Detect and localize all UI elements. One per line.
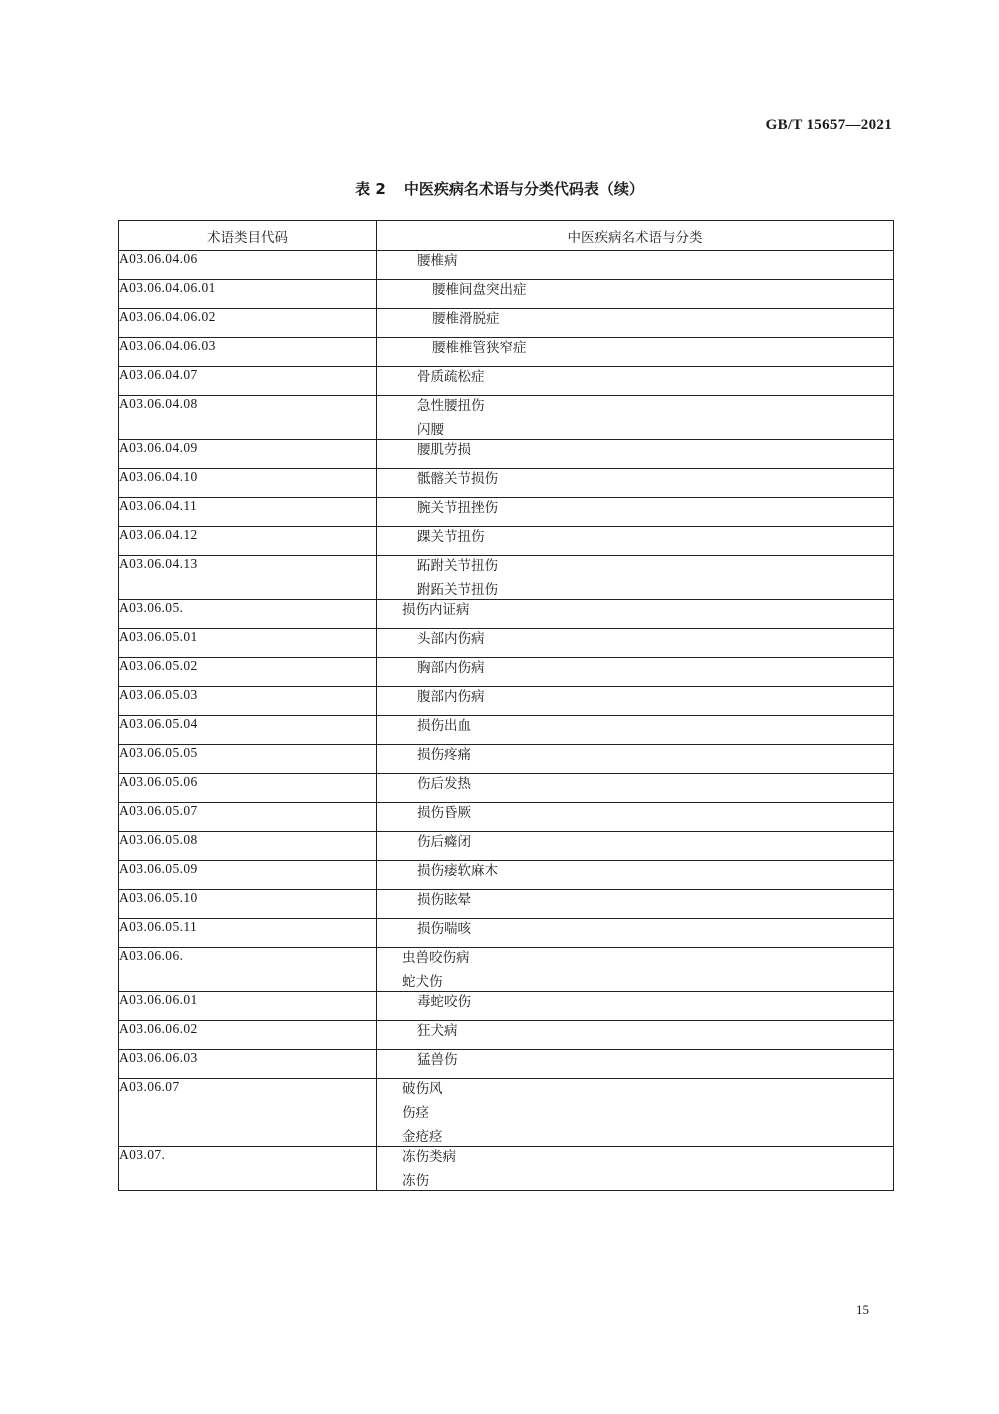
disease-term-cell	[377, 687, 894, 716]
disease-term-cell	[377, 658, 894, 687]
disease-term-cell	[377, 556, 894, 600]
table-row	[119, 861, 894, 890]
disease-term-cell	[377, 745, 894, 774]
disease-term-cell	[377, 367, 894, 396]
table-row	[119, 948, 894, 992]
disease-term: 跗跖关节扭伤	[417, 582, 498, 598]
table-body	[119, 251, 894, 1191]
disease-term-cell	[377, 527, 894, 556]
disease-term-cell	[377, 716, 894, 745]
disease-term: 腹部内伤病	[417, 689, 485, 705]
disease-term: 狂犬病	[417, 1023, 458, 1039]
category-code-cell: A03.06.06.	[119, 948, 377, 992]
disease-term: 腰椎间盘突出症	[432, 282, 527, 298]
category-code-cell: A03.06.04.09	[119, 440, 377, 469]
disease-term-cell	[377, 832, 894, 861]
disease-term-cell	[377, 469, 894, 498]
disease-term: 跖跗关节扭伤	[417, 558, 498, 574]
disease-term: 腰椎病	[417, 253, 458, 269]
category-code-cell: A03.06.04.06.03	[119, 338, 377, 367]
table-row	[119, 440, 894, 469]
disease-term-cell	[377, 309, 894, 338]
disease-term: 损伤疼痛	[417, 747, 471, 763]
category-code-cell: A03.06.05.	[119, 600, 377, 629]
table-row	[119, 469, 894, 498]
category-code-cell: A03.06.05.06	[119, 774, 377, 803]
table-row	[119, 774, 894, 803]
table-row	[119, 498, 894, 527]
category-code-cell: A03.06.06.03	[119, 1050, 377, 1079]
disease-term: 伤后癃闭	[417, 834, 471, 850]
category-code-cell: A03.07.	[119, 1147, 377, 1191]
disease-term: 金疮痉	[402, 1129, 443, 1145]
table-title	[0, 178, 999, 199]
category-code-cell: A03.06.05.09	[119, 861, 377, 890]
disease-term: 损伤痿软麻木	[417, 863, 498, 879]
disease-term-cell	[377, 803, 894, 832]
disease-term: 损伤昏厥	[417, 805, 471, 821]
table-row	[119, 832, 894, 861]
disease-term-cell	[377, 890, 894, 919]
page-number: 15	[856, 1302, 869, 1317]
category-code-cell: A03.06.04.06	[119, 251, 377, 280]
disease-term: 急性腰扭伤	[417, 398, 485, 414]
disease-term: 虫兽咬伤病	[402, 950, 470, 966]
table-row	[119, 280, 894, 309]
disease-term: 猛兽伤	[417, 1052, 458, 1068]
disease-term: 冻伤	[402, 1173, 429, 1189]
disease-term: 损伤内证病	[402, 602, 470, 618]
table-row	[119, 1147, 894, 1191]
category-code-cell: A03.06.04.12	[119, 527, 377, 556]
disease-term-cell	[377, 498, 894, 527]
disease-term-cell	[377, 338, 894, 367]
disease-term: 腰椎滑脱症	[432, 311, 500, 327]
category-code-cell: A03.06.04.10	[119, 469, 377, 498]
disease-term-cell	[377, 1050, 894, 1079]
disease-term-cell	[377, 919, 894, 948]
document-code: GB/T 15657—2021	[765, 117, 892, 133]
category-code-cell: A03.06.05.07	[119, 803, 377, 832]
table-row	[119, 556, 894, 600]
category-code-cell: A03.06.05.03	[119, 687, 377, 716]
table-row	[119, 251, 894, 280]
table-row	[119, 629, 894, 658]
disease-term-cell	[377, 1021, 894, 1050]
table-row	[119, 890, 894, 919]
disease-term-cell	[377, 948, 894, 992]
disease-term-cell	[377, 251, 894, 280]
disease-term: 踝关节扭伤	[417, 529, 485, 545]
disease-term: 破伤风	[402, 1081, 443, 1097]
table-number: 表 2	[355, 180, 386, 198]
disease-term-cell	[377, 629, 894, 658]
category-code-cell: A03.06.05.11	[119, 919, 377, 948]
category-code-cell: A03.06.04.11	[119, 498, 377, 527]
column-header-term: 中医疾病名术语与分类	[377, 221, 894, 251]
disease-term: 腕关节扭挫伤	[417, 500, 498, 516]
disease-term-cell	[377, 992, 894, 1021]
category-code-cell: A03.06.05.01	[119, 629, 377, 658]
category-code-cell: A03.06.04.06.02	[119, 309, 377, 338]
disease-term-cell	[377, 440, 894, 469]
disease-term: 伤痉	[402, 1105, 429, 1121]
category-code-cell: A03.06.05.08	[119, 832, 377, 861]
disease-term-cell	[377, 1147, 894, 1191]
table-row	[119, 992, 894, 1021]
disease-term: 毒蛇咬伤	[417, 994, 471, 1010]
category-code-cell: A03.06.06.02	[119, 1021, 377, 1050]
table-row	[119, 1079, 894, 1147]
table-row	[119, 1050, 894, 1079]
term-classification-table	[118, 220, 894, 1191]
category-code-cell: A03.06.04.08	[119, 396, 377, 440]
table-row	[119, 658, 894, 687]
column-header-code: 术语类目代码	[119, 221, 377, 251]
disease-term: 损伤出血	[417, 718, 471, 734]
category-code-cell: A03.06.04.13	[119, 556, 377, 600]
table-row	[119, 309, 894, 338]
table-header-row	[119, 221, 894, 251]
category-code-cell: A03.06.04.07	[119, 367, 377, 396]
disease-term-cell	[377, 774, 894, 803]
disease-term: 头部内伤病	[417, 631, 485, 647]
table-caption: 中医疾病名术语与分类代码表（续）	[403, 180, 644, 198]
disease-term: 冻伤类病	[402, 1149, 456, 1165]
disease-term-cell	[377, 1079, 894, 1147]
table-row	[119, 367, 894, 396]
table-row	[119, 600, 894, 629]
table-row	[119, 745, 894, 774]
table-row	[119, 687, 894, 716]
category-code-cell: A03.06.05.05	[119, 745, 377, 774]
disease-term: 腰肌劳损	[417, 442, 471, 458]
table-row	[119, 338, 894, 367]
category-code-cell: A03.06.06.01	[119, 992, 377, 1021]
category-code-cell: A03.06.05.10	[119, 890, 377, 919]
disease-term: 骨质疏松症	[417, 369, 485, 385]
disease-term: 腰椎椎管狭窄症	[432, 340, 527, 356]
disease-term: 闪腰	[417, 422, 444, 438]
disease-term-cell	[377, 396, 894, 440]
table-row	[119, 396, 894, 440]
disease-term-cell	[377, 861, 894, 890]
disease-term: 伤后发热	[417, 776, 471, 792]
disease-term: 损伤眩晕	[417, 892, 471, 908]
disease-term: 蛇犬伤	[402, 974, 443, 990]
table-row	[119, 919, 894, 948]
disease-term-cell	[377, 600, 894, 629]
disease-term: 骶髂关节损伤	[417, 471, 498, 487]
table-row	[119, 803, 894, 832]
table-row	[119, 716, 894, 745]
category-code-cell: A03.06.05.02	[119, 658, 377, 687]
disease-term-cell	[377, 280, 894, 309]
category-code-cell: A03.06.04.06.01	[119, 280, 377, 309]
table-row	[119, 527, 894, 556]
disease-term: 损伤喘咳	[417, 921, 471, 937]
table-row	[119, 1021, 894, 1050]
disease-term: 胸部内伤病	[417, 660, 485, 676]
category-code-cell: A03.06.05.04	[119, 716, 377, 745]
category-code-cell: A03.06.07	[119, 1079, 377, 1147]
